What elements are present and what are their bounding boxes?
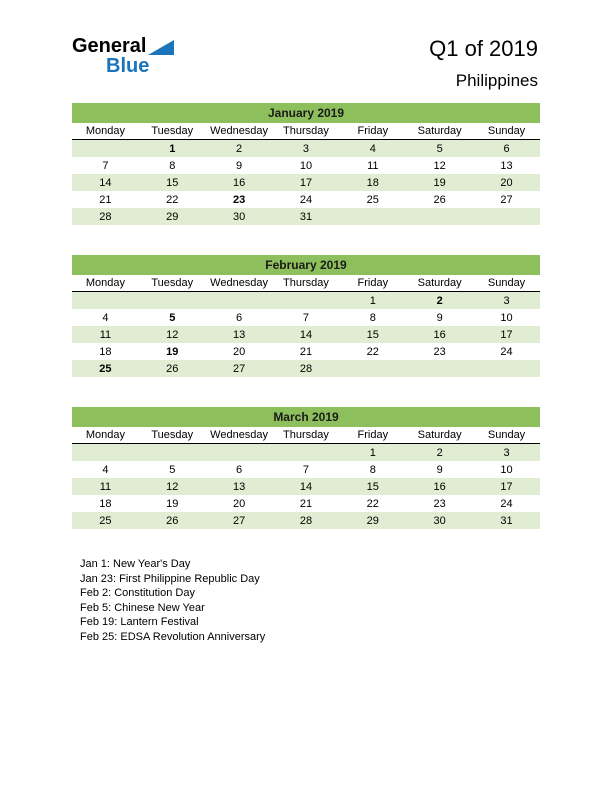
page-header [72,36,538,91]
day-cell: 4 [369,142,376,155]
logo-text-general: General [72,35,147,57]
weekday-header: Tuesday [139,427,206,444]
weekday-header: Saturday [406,427,473,444]
day-cell: 10 [299,159,313,172]
day-cell: 4 [102,463,109,476]
weekday-header-row [72,123,540,140]
day-cell: 14 [299,328,313,341]
day-cell: 15 [366,328,379,341]
empty-cell [139,444,206,462]
day-cell: 28 [99,210,112,223]
day-cell: 21 [299,497,313,510]
day-cell: 17 [299,176,313,189]
week-row [72,326,540,343]
month-title: January 2019 [72,103,540,123]
month-january-2019 [72,103,540,225]
day-cell: 10 [500,311,513,324]
day-cell: 11 [367,159,379,172]
week-row [72,140,540,158]
day-cell: 13 [232,328,246,341]
day-cell: 12 [166,480,179,493]
day-cell: 26 [433,193,446,206]
day-cell: 7 [102,159,109,172]
day-cell: 20 [500,176,513,189]
weekday-header-row [72,427,540,444]
weekday-header: Monday [72,123,139,140]
month-february-2019 [72,255,540,377]
day-cell: 14 [299,480,313,493]
title-block [429,36,538,91]
day-cell: 10 [500,463,513,476]
empty-cell [72,444,139,462]
day-cell: 19 [166,345,179,358]
day-cell: 5 [436,142,443,155]
day-cell: 30 [433,514,446,527]
empty-cell [473,208,540,225]
day-cell: 22 [366,345,379,358]
day-cell: 29 [366,514,379,527]
day-cell: 8 [169,159,176,172]
month-title: March 2019 [72,407,540,427]
weekday-header: Saturday [406,275,473,292]
day-cell: 3 [302,142,310,155]
week-row [72,461,540,478]
weekday-header: Thursday [273,275,340,292]
day-cell: 2 [436,294,443,307]
weekday-header: Wednesday [206,275,273,292]
day-cell: 22 [166,193,179,206]
day-cell: 23 [433,497,446,510]
week-row [72,174,540,191]
empty-cell [339,360,406,377]
day-cell: 18 [99,497,112,510]
day-cell: 14 [99,176,112,189]
day-cell: 4 [102,311,109,324]
day-cell: 19 [166,497,179,510]
holiday-note: Jan 1: New Year's Day [80,558,191,570]
day-cell: 12 [166,328,179,341]
calendar-table [72,427,540,529]
weekday-header: Tuesday [139,275,206,292]
day-cell: 18 [366,176,379,189]
empty-cell [72,140,139,158]
page-title: Q1 of 2019 [429,36,538,61]
weekday-header: Sunday [473,427,540,444]
day-cell: 2 [236,142,243,155]
day-cell: 23 [433,345,446,358]
day-cell: 13 [500,159,513,172]
empty-cell [72,292,139,310]
months-container [72,103,540,529]
day-cell: 20 [232,345,246,358]
weekday-header: Thursday [273,427,340,444]
calendar-table [72,275,540,377]
empty-cell [206,292,273,310]
day-cell: 27 [232,362,246,375]
empty-cell [139,292,206,310]
day-cell: 6 [236,463,243,476]
weekday-header: Monday [72,275,139,292]
day-cell: 16 [433,480,446,493]
weekday-header: Friday [339,427,406,444]
week-row [72,191,540,208]
empty-cell [406,360,473,377]
day-cell: 15 [366,480,379,493]
empty-cell [339,208,406,225]
day-cell: 25 [99,514,112,527]
day-cell: 2 [436,446,443,459]
week-row [72,208,540,225]
weekday-header: Saturday [406,123,473,140]
day-cell: 3 [503,294,510,307]
week-row [72,292,540,310]
day-cell: 8 [369,311,376,324]
day-cell: 25 [366,193,379,206]
weekday-header: Monday [72,427,139,444]
day-cell: 24 [299,193,313,206]
holiday-note: Feb 2: Constitution Day [80,587,195,599]
day-cell: 28 [299,362,313,375]
day-cell: 20 [232,497,246,510]
day-cell: 8 [369,463,376,476]
day-cell: 31 [500,514,513,527]
empty-cell [406,208,473,225]
week-row [72,343,540,360]
day-cell: 5 [169,463,176,476]
day-cell: 9 [436,463,443,476]
day-cell: 9 [436,311,443,324]
day-cell: 1 [169,142,176,155]
week-row [72,444,540,462]
day-cell: 21 [299,345,313,358]
day-cell: 24 [500,497,513,510]
day-cell: 7 [302,463,310,476]
holiday-note: Feb 19: Lantern Festival [80,616,199,628]
day-cell: 15 [166,176,179,189]
weekday-header: Wednesday [206,123,273,140]
day-cell: 26 [166,362,179,375]
holiday-note: Feb 25: EDSA Revolution Anniversary [80,630,266,643]
day-cell: 26 [166,514,179,527]
day-cell: 18 [99,345,112,358]
day-cell: 27 [500,193,513,206]
empty-cell [473,360,540,377]
weekday-header: Sunday [473,123,540,140]
week-row [72,495,540,512]
weekday-header: Sunday [473,275,540,292]
week-row [72,478,540,495]
day-cell: 9 [236,159,243,172]
day-cell: 7 [302,311,310,324]
holiday-footnotes [80,557,265,644]
day-cell: 5 [169,311,176,324]
holiday-note: Feb 5: Chinese New Year [80,601,205,614]
page-subtitle: Philippines [455,71,538,90]
day-cell: 19 [433,176,446,189]
day-cell: 23 [232,193,246,206]
day-cell: 1 [369,294,376,307]
day-cell: 22 [366,497,379,510]
logo-text-blue: Blue [106,55,150,77]
day-cell: 6 [236,311,243,324]
day-cell: 30 [232,210,246,223]
week-row [72,157,540,174]
week-row [72,512,540,529]
day-cell: 17 [500,328,513,341]
day-cell: 17 [500,480,513,493]
day-cell: 27 [232,514,246,527]
day-cell: 29 [166,210,179,223]
week-row [72,360,540,377]
weekday-header-row [72,275,540,292]
empty-cell [273,292,340,310]
logo-line-1 [72,36,174,56]
day-cell: 31 [299,210,313,223]
day-cell: 21 [99,193,112,206]
generalblue-logo [72,36,174,76]
weekday-header: Friday [339,123,406,140]
day-cell: 11 [99,328,112,341]
day-cell: 6 [503,142,510,155]
day-cell: 12 [433,159,446,172]
month-march-2019 [72,407,540,529]
day-cell: 24 [500,345,513,358]
holiday-note: Jan 23: First Philippine Republic Day [80,572,260,585]
weekday-header: Tuesday [139,123,206,140]
empty-cell [206,444,273,462]
week-row [72,309,540,326]
day-cell: 28 [299,514,313,527]
day-cell: 16 [232,176,246,189]
weekday-header: Friday [339,275,406,292]
calendar-table [72,123,540,225]
empty-cell [273,444,340,462]
day-cell: 11 [99,480,112,493]
month-title: February 2019 [72,255,540,275]
weekday-header: Thursday [273,123,340,140]
day-cell: 13 [232,480,246,493]
day-cell: 16 [433,328,446,341]
day-cell: 1 [369,446,376,459]
day-cell: 25 [99,362,112,375]
logo-flag-icon [148,40,174,55]
day-cell: 3 [503,446,510,459]
weekday-header: Wednesday [206,427,273,444]
